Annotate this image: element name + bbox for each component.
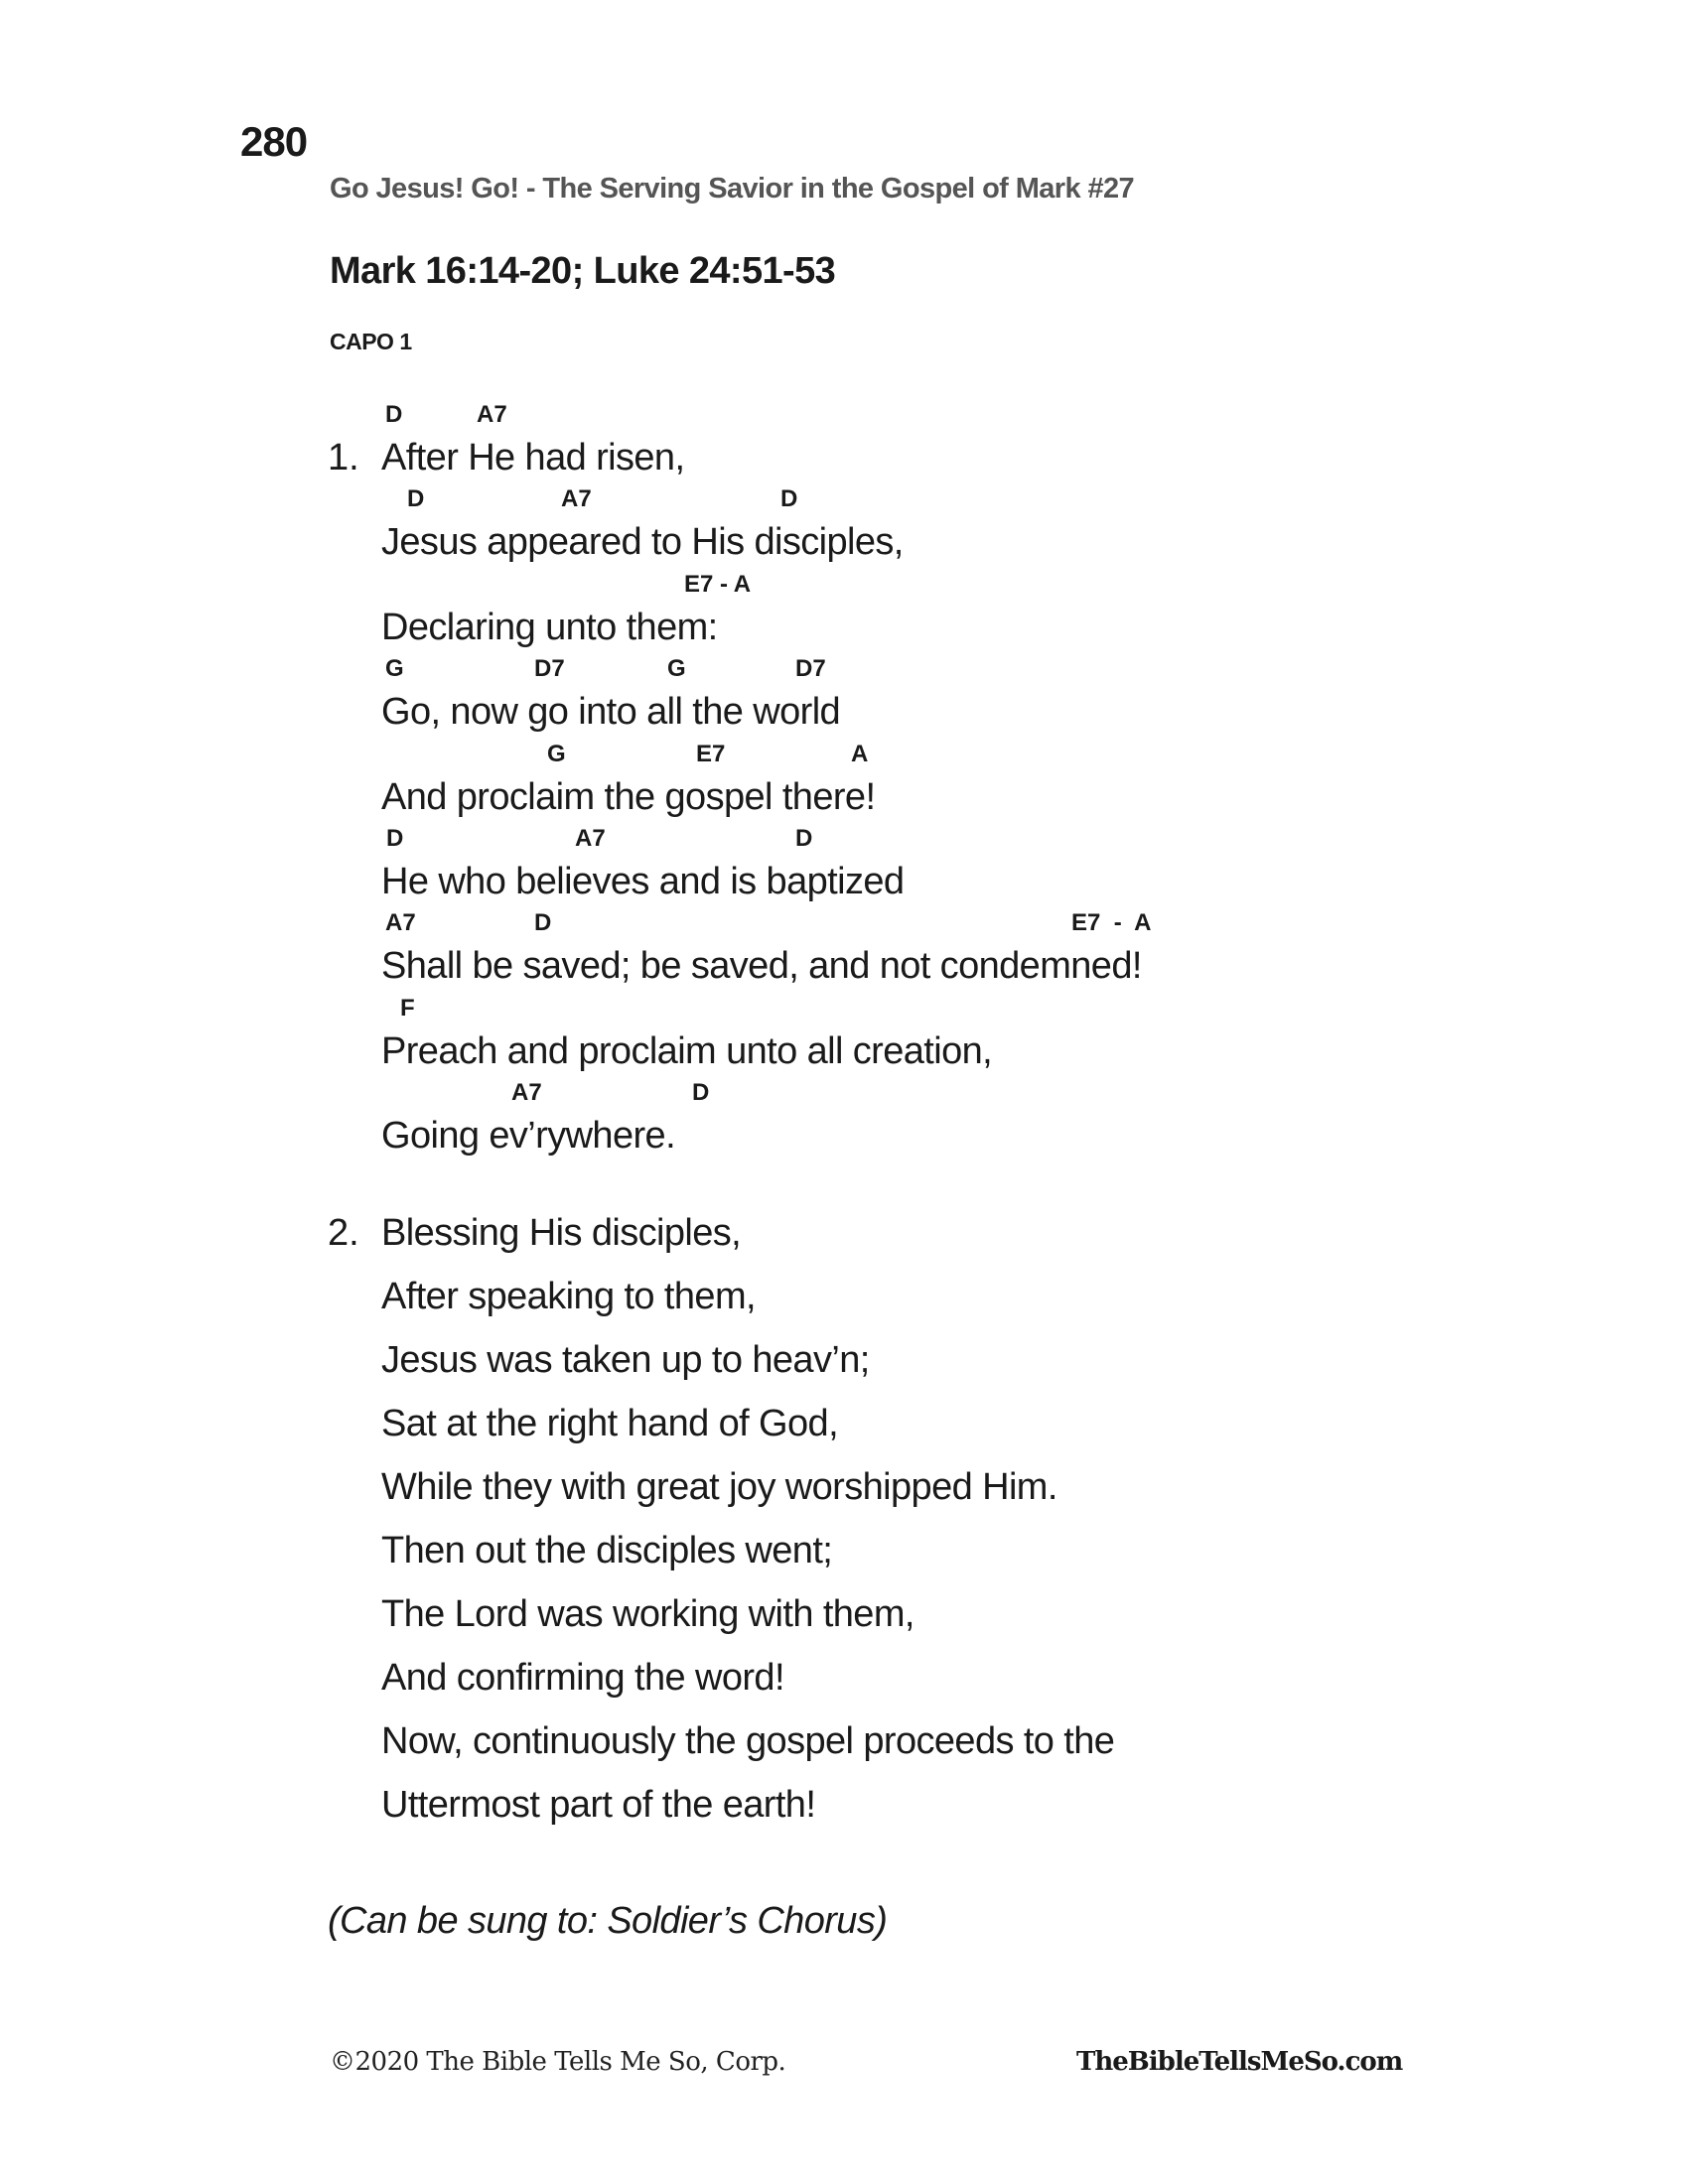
chord: E7 - A xyxy=(684,571,752,598)
website-link[interactable]: TheBibleTellsMeSo.com xyxy=(1076,2047,1403,2077)
chord: D xyxy=(780,485,798,512)
copyright: ©2020 The Bible Tells Me So, Corp. xyxy=(330,2047,786,2077)
lyric-line: After He had risen, xyxy=(381,437,685,478)
chord: D7 xyxy=(534,655,565,682)
lyric-line: Going ev’rywhere. xyxy=(381,1115,676,1157)
chord: D xyxy=(692,1079,710,1106)
chord: D xyxy=(385,401,403,428)
chord: G xyxy=(547,741,566,767)
lyric-line: Then out the disciples went; xyxy=(381,1530,833,1571)
verse-number: 2. xyxy=(328,1212,359,1254)
capo-indicator: CAPO 1 xyxy=(330,329,412,354)
lyric-line: And proclaim the gospel there! xyxy=(381,776,876,818)
lyric-line: Jesus appeared to His disciples, xyxy=(381,521,904,563)
lyric-line: Sat at the right hand of God, xyxy=(381,1403,839,1444)
chord: F xyxy=(400,995,415,1022)
lyric-line: He who believes and is baptized xyxy=(381,861,905,902)
lyric-line: Shall be saved; be saved, and not condemned! xyxy=(381,945,1142,987)
chord: A xyxy=(851,741,869,767)
lyric-line: Uttermost part of the earth! xyxy=(381,1784,816,1826)
chord: E7 xyxy=(696,741,726,767)
lyric-line: Preach and proclaim unto all creation, xyxy=(381,1030,993,1072)
tune-note: (Can be sung to: Soldier’s Chorus) xyxy=(328,1900,888,1942)
scripture-reference: Mark 16:14-20; Luke 24:51-53 xyxy=(330,250,836,292)
chord: D xyxy=(795,825,813,852)
chord: D xyxy=(386,825,404,852)
chord: D7 xyxy=(795,655,826,682)
lyric-line: Declaring unto them: xyxy=(381,607,718,648)
lyric-line: Blessing His disciples, xyxy=(381,1212,742,1254)
chord: A7 xyxy=(477,401,507,428)
lyric-line: Go, now go into all the world xyxy=(381,691,841,733)
lyric-line: Now, continuously the gospel proceeds to the xyxy=(381,1720,1115,1762)
lyric-line: Jesus was taken up to heav’n; xyxy=(381,1339,870,1381)
chord: A7 xyxy=(575,825,606,852)
chord: D xyxy=(534,909,552,936)
chord: G xyxy=(385,655,404,682)
lyric-line: The Lord was working with them, xyxy=(381,1593,914,1635)
chord: A7 xyxy=(561,485,592,512)
chord: A7 xyxy=(511,1079,542,1106)
verse-number: 1. xyxy=(328,437,359,478)
page-number: 280 xyxy=(240,118,308,165)
chord: A7 xyxy=(385,909,416,936)
lyric-line: After speaking to them, xyxy=(381,1276,756,1317)
chord: E7 - A xyxy=(1071,909,1152,936)
song-subtitle: Go Jesus! Go! - The Serving Savior in the Gospel of Mark #27 xyxy=(330,173,1135,205)
chord: G xyxy=(667,655,686,682)
lyric-line: And confirming the word! xyxy=(381,1657,784,1699)
lyric-line: While they with great joy worshipped Him. xyxy=(381,1466,1057,1508)
chord: D xyxy=(407,485,425,512)
